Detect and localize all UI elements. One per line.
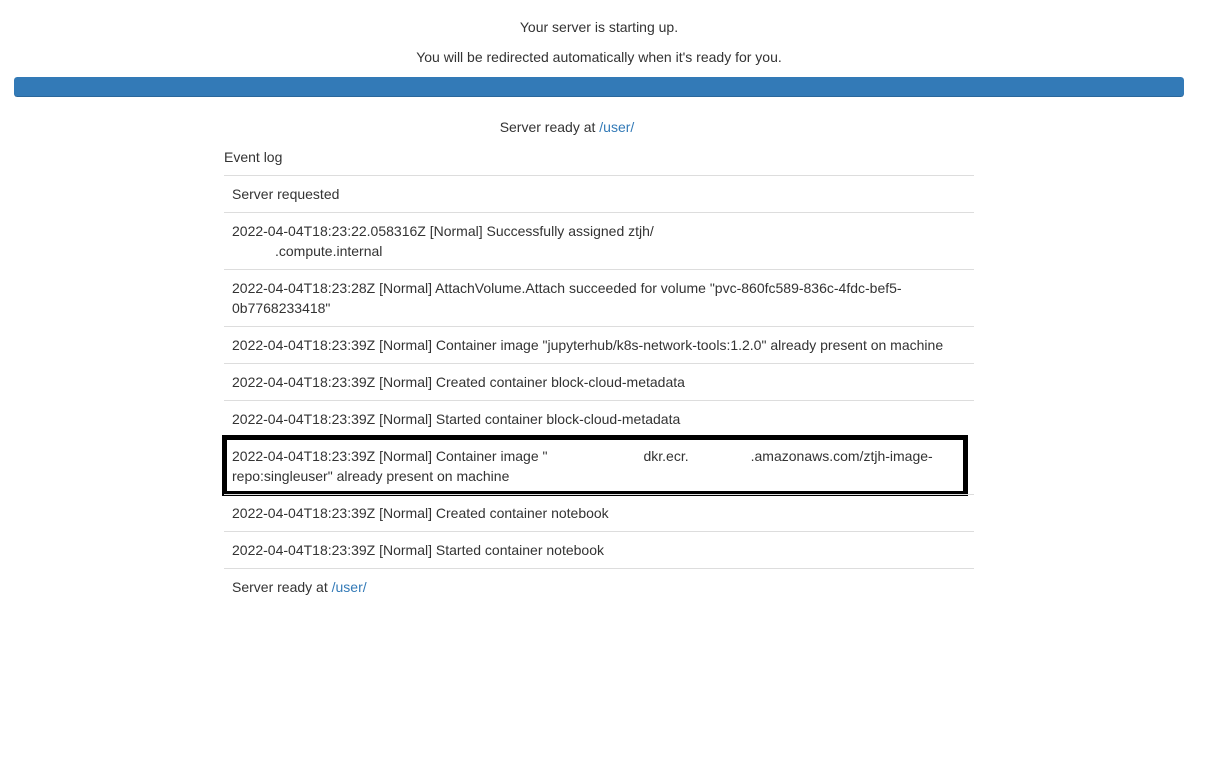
log-entry-text: .amazonaws.com/ztjh-image-repo:singleuser" already present on machine [232,448,933,484]
log-entry-text: 2022-04-04T18:23:39Z [Normal] Container image " [232,448,548,464]
log-entry [224,363,974,400]
log-entry-text: 2022-04-04T18:23:39Z [Normal] Container image "jupyterhub/k8s-network-tools:1.2.0" already present on machine [232,337,944,353]
log-entry-highlighted [224,437,966,494]
starting-message: Your server is starting up. [519,19,679,35]
log-entry-text: dkr.ecr. [643,448,689,464]
log-entry [224,212,974,269]
log-entry-text: 2022-04-04T18:23:39Z [Normal] Started container notebook [232,542,605,558]
log-entry-continued: .compute.internal [275,243,383,259]
log-entry-label: Server ready at [232,579,332,595]
log-entry-text: 2022-04-04T18:23:39Z [Normal] Started container block-cloud-metadata [232,411,681,427]
log-entry [224,531,974,568]
event-log-list [224,175,974,605]
event-log-title: Event log [224,149,283,165]
redirect-message: You will be redirected automatically when it's ready for you. [416,49,782,65]
log-entry-text: 2022-04-04T18:23:28Z [Normal] AttachVolume.Attach succeeded for volume "pvc-860fc589-836c-4fdc-bef5-0b7768233418" [232,280,902,316]
redacted-region [689,450,751,464]
progress-bar-track [14,77,1184,97]
log-entry [224,175,974,212]
log-entry-text: 2022-04-04T18:23:39Z [Normal] Created container block-cloud-metadata [232,374,685,390]
event-log [224,147,974,605]
log-entry-text: Server requested [232,186,340,202]
log-entry [224,326,974,363]
server-ready-link[interactable]: /user/ [331,579,367,595]
log-entry [224,400,974,437]
log-entry-text: 2022-04-04T18:23:22.058316Z [Normal] Successfully assigned ztjh/ [232,223,654,239]
log-entry [224,269,974,326]
log-entry-text: 2022-04-04T18:23:39Z [Normal] Created container notebook [232,505,609,521]
log-entry [224,568,974,605]
server-ready-label: Server ready at [499,119,600,135]
server-ready-message [0,117,1134,137]
progress-bar-fill [14,77,1184,97]
log-entry [224,494,974,531]
server-ready-link[interactable]: /user/ [599,119,635,135]
redacted-region [547,450,643,464]
